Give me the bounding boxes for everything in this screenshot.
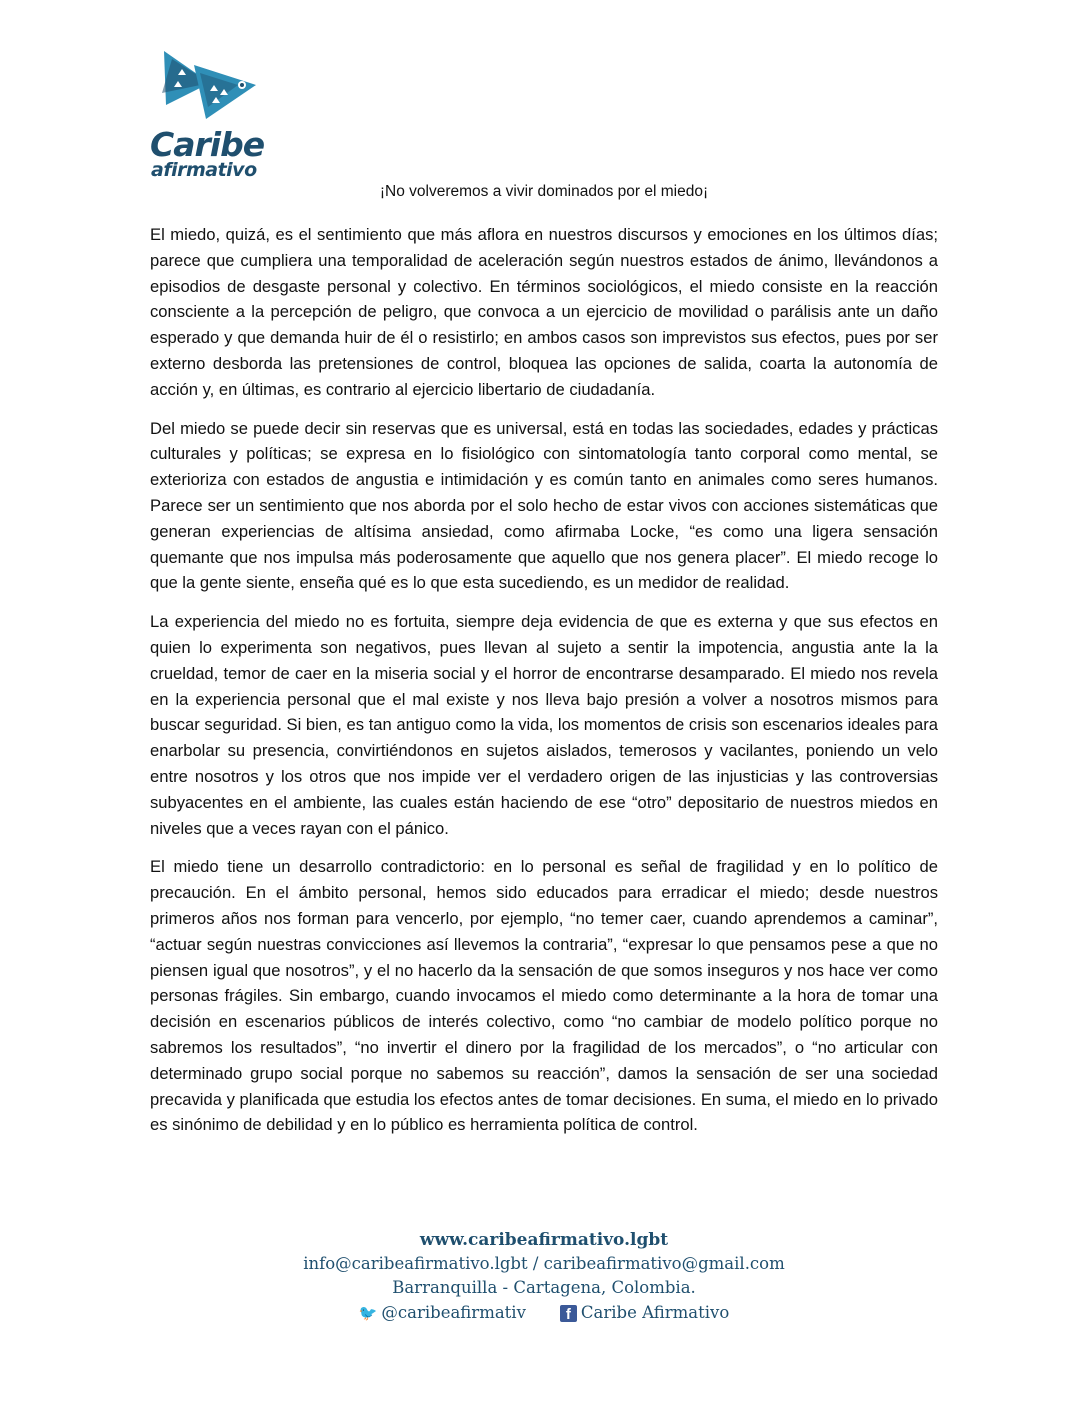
location-text: Barranquilla - Cartagena, Colombia. <box>392 1278 696 1297</box>
paragraph: El miedo tiene un desarrollo contradictorio: en lo personal es señal de fragilidad y en lo político de precaución. En el ámbito personal, hemos sido educados para erradicar el miedo; desde nuestros primeros años nos forman para vencerlo, por ejemplo, “no temer caer, cuando aprendemos a caminar”, “actuar según nuestras convicciones así llevemos la contraria”, “expresar lo que pensamos pese a que no piensen igual que nosotros”, y el no hacerlo da la sensación de que somos inseguros y nos hace ver como personas frágiles. Sin embargo, cuando invocamos el miedo como determinante a la hora de tomar una decisión en escenarios públicos de interés colectivo, como “no cambiar de modelo político porque no sabremos los resultados”, “no invertir el dinero por la fragilidad de los mercados”, o “no articular con determinado grupo social porque no sabemos su reacción”, damos la sensación de ser una sociedad precavida y planificada que estudia los efectos antes de tomar decisiones. En suma, el miedo en lo privado es sinónimo de debilidad y en lo público es herramienta política de control. <box>150 857 938 1135</box>
logo-wordmark-afirmativo: afirmativo <box>151 159 257 181</box>
website-link[interactable]: www.caribeafirmativo.lgbt <box>419 1230 669 1250</box>
paragraph: La experiencia del miedo no es fortuita, siempre deja evidencia de que es externa y que sus efectos en quien lo experimenta son negativos, pues llevan al sujeto a sentir la impotencia, angustia ante la la crueldad, temor de caer en la miseria social y el horror de encontrarse desamparado. El miedo nos revela en la experiencia personal que el mal existe y nos lleva bajo presión a volver a nosotros mismos para buscar seguridad. Si bien, es tan antiguo como la vida, los momentos de crisis son escenarios ideales para enarbolar su presencia, convirtiéndonos en sujetos aislados, temerosos y vacilantes, poniendo un velo entre nosotros y los otros que nos impide ver el verdadero origen de las injusticias y las controversias subyacentes en el ambiente, las cuales están haciendo de ese “otro” depositario de nuestros miedos en niveles que a veces rayan con el pánico. <box>150 612 938 838</box>
twitter-link[interactable] <box>359 1301 526 1325</box>
facebook-name: Caribe Afirmativo <box>580 1303 730 1322</box>
logo-wordmark-caribe: Caribe <box>150 125 265 164</box>
contact-emails[interactable]: info@caribeafirmativo.lgbt / caribeafirmativo@gmail.com <box>303 1254 785 1273</box>
paragraph: El miedo, quizá, es el sentimiento que más aflora en nuestros discursos y emociones en los últimos días; parece que cumpliera una temporalidad de aceleración según nuestros estados de ánimo, llevándonos a episodios de desgaste personal y colectivo. En términos sociológicos, el miedo consiste en la reacción consciente a la percepción de peligro, que convoca a un ejercicio de movilidad o parálisis ante un daño esperado y que demanda huir de él o resistirlo; en ambos casos son imprevistos sus efectos, pues por ser externo desborda las pretensiones de control, bloquea las opciones de salida, coarta la autonomía de acción y, en últimas, es contrario al ejercicio libertario de ciudadanía. <box>150 225 938 399</box>
paragraph: Del miedo se puede decir sin reservas que es universal, está en todas las sociedades, edades y prácticas culturales y políticas; se expresa en lo fisiológico con sintomatología tanto corporal como mental, se exterioriza con estados de angustia e intimidación y es común tanto en animales como seres humanos. Parece ser un sentimiento que nos aborda por el solo hecho de estar vivos con acciones sistemáticas que generan experiencias de altísima ansiedad, como afirmaba Locke, “es como una ligera sensación quemante que nos impulsa más poderosamente que aquello que nos genera placer”. El miedo recoge lo que la gente siente, enseña qué es lo que esta sucediendo, es un medidor de realidad. <box>150 418 938 593</box>
page-footer <box>0 1228 1088 1336</box>
twitter-handle: @caribeafirmativ <box>381 1303 526 1322</box>
document-title: ¡No volveremos a vivir dominados por el miedo¡ <box>379 183 709 200</box>
document-body <box>150 222 938 1151</box>
caribe-afirmativo-logo <box>150 45 268 185</box>
facebook-icon: f <box>560 1305 577 1322</box>
fish-logo-icon <box>150 45 268 125</box>
facebook-link[interactable] <box>560 1301 729 1325</box>
twitter-icon: 🐦 <box>358 1304 378 1322</box>
social-links <box>0 1301 1088 1325</box>
